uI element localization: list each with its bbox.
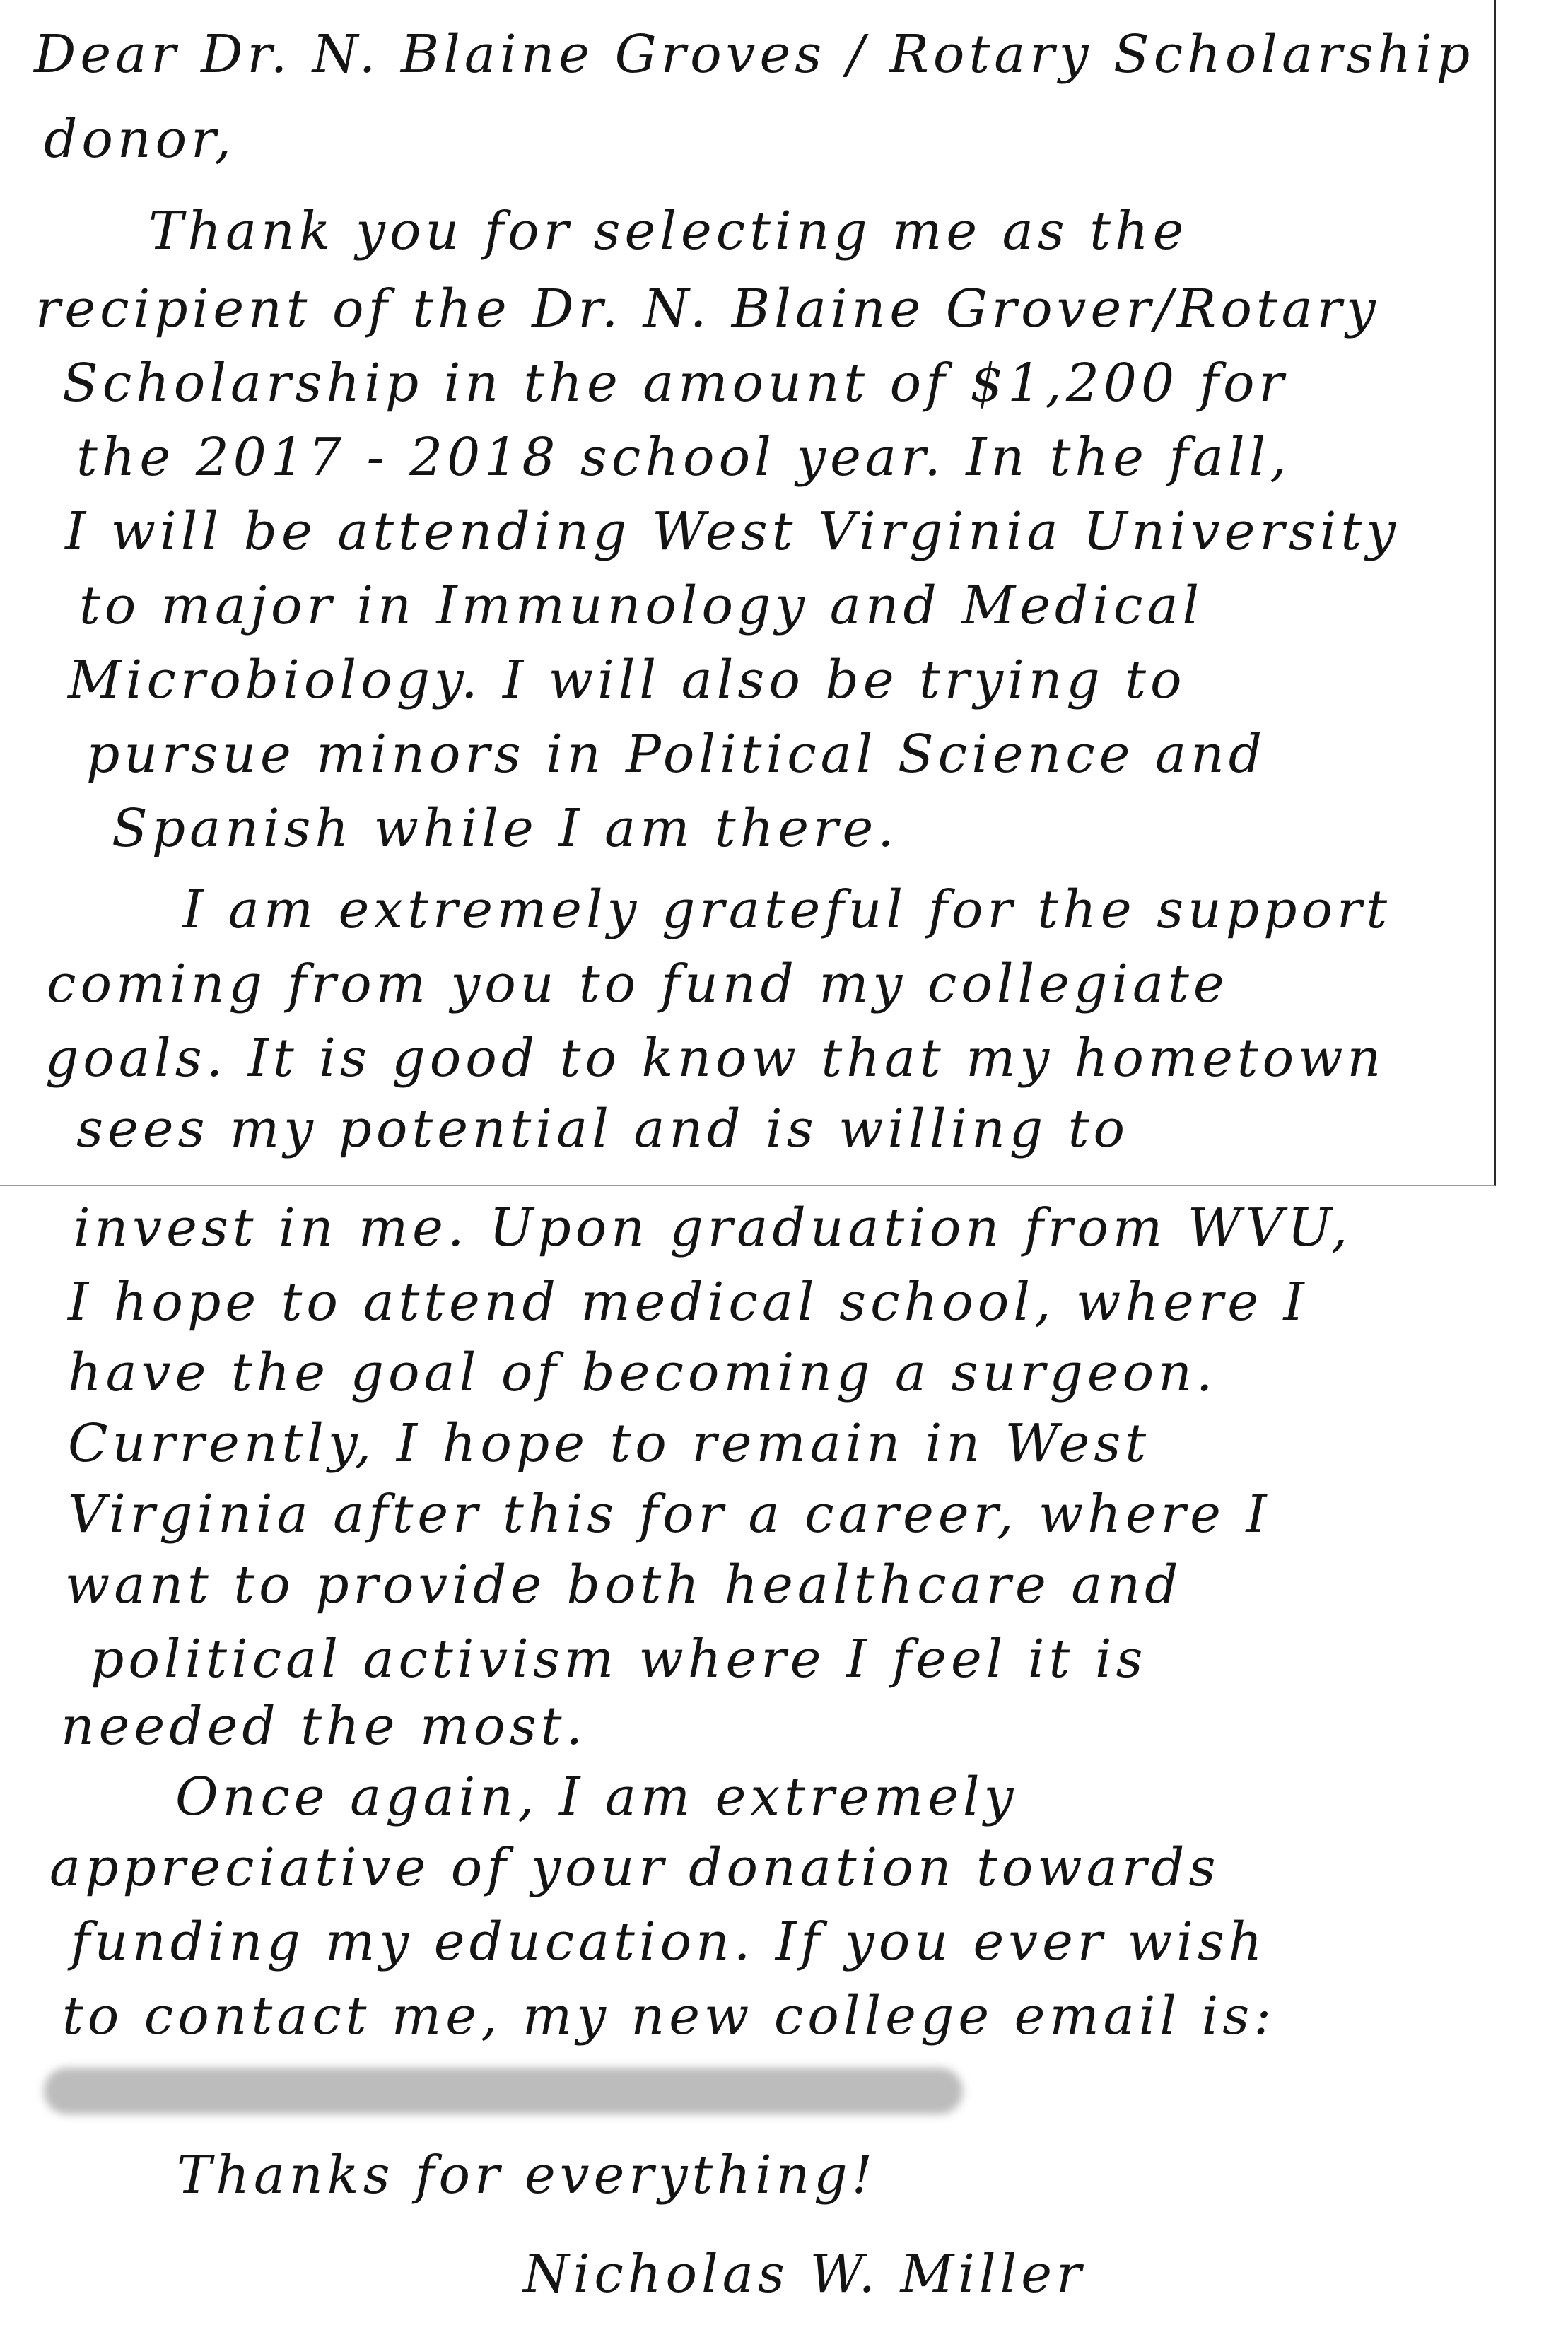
- closing-line: Thanks for everything!: [177, 2145, 877, 2206]
- paragraph-2-line-3: goals. It is good to know that my hometown: [45, 1028, 1386, 1089]
- paragraph-2-line-8: Currently, I hope to remain in West: [68, 1413, 1151, 1474]
- salutation-line-1: Dear Dr. N. Blaine Groves / Rotary Scholarship: [34, 24, 1475, 85]
- salutation-line-2: donor,: [44, 109, 235, 170]
- paragraph-2-line-12: needed the most.: [61, 1696, 587, 1757]
- paragraph-1-line-9: Spanish while I am there.: [112, 798, 899, 859]
- paragraph-2-line-5: invest in me. Upon graduation from WVU,: [74, 1198, 1352, 1258]
- paragraph-1-line-6: to major in Immunology and Medical: [79, 575, 1204, 636]
- paragraph-3-line-2: appreciative of your donation towards: [49, 1837, 1220, 1898]
- paragraph-1-line-4: the 2017 - 2018 school year. In the fall,: [76, 427, 1291, 488]
- paragraph-2-line-1: I am extremely grateful for the support: [182, 879, 1392, 940]
- paragraph-2-line-2: coming from you to fund my collegiate: [47, 954, 1229, 1014]
- redacted-email: [44, 2068, 963, 2114]
- paragraph-2-line-11: political activism where I feel it is: [90, 1629, 1147, 1690]
- paragraph-1-line-1: Thank you for selecting me as the: [148, 201, 1188, 262]
- paragraph-2-line-6: I hope to attend medical school, where I: [68, 1272, 1309, 1333]
- paragraph-2-line-7: have the goal of becoming a surgeon.: [68, 1342, 1217, 1403]
- paragraph-1-line-2: recipient of the Dr. N. Blaine Grover/Rotary: [35, 279, 1380, 339]
- paragraph-2-line-9: Virginia after this for a career, where I: [68, 1484, 1271, 1545]
- paragraph-1-line-5: I will be attending West Virginia University: [65, 501, 1400, 562]
- paragraph-2-line-10: want to provide both healthcare and: [65, 1554, 1183, 1615]
- paragraph-3-line-4: to contact me, my new college email is:: [62, 1986, 1276, 2047]
- paragraph-3-line-1: Once again, I am extremely: [175, 1767, 1018, 1827]
- paragraph-1-line-3: Scholarship in the amount of $1,200 for: [62, 353, 1288, 414]
- paragraph-1-line-8: pursue minors in Political Science and: [86, 724, 1267, 785]
- paragraph-2-line-4: sees my potential and is willing to: [76, 1099, 1130, 1159]
- paragraph-1-line-7: Microbiology. I will also be trying to: [68, 650, 1186, 710]
- paragraph-3-line-3: funding my education. If you ever wish: [71, 1911, 1267, 1972]
- signature: Nicholas W. Miller: [523, 2244, 1086, 2305]
